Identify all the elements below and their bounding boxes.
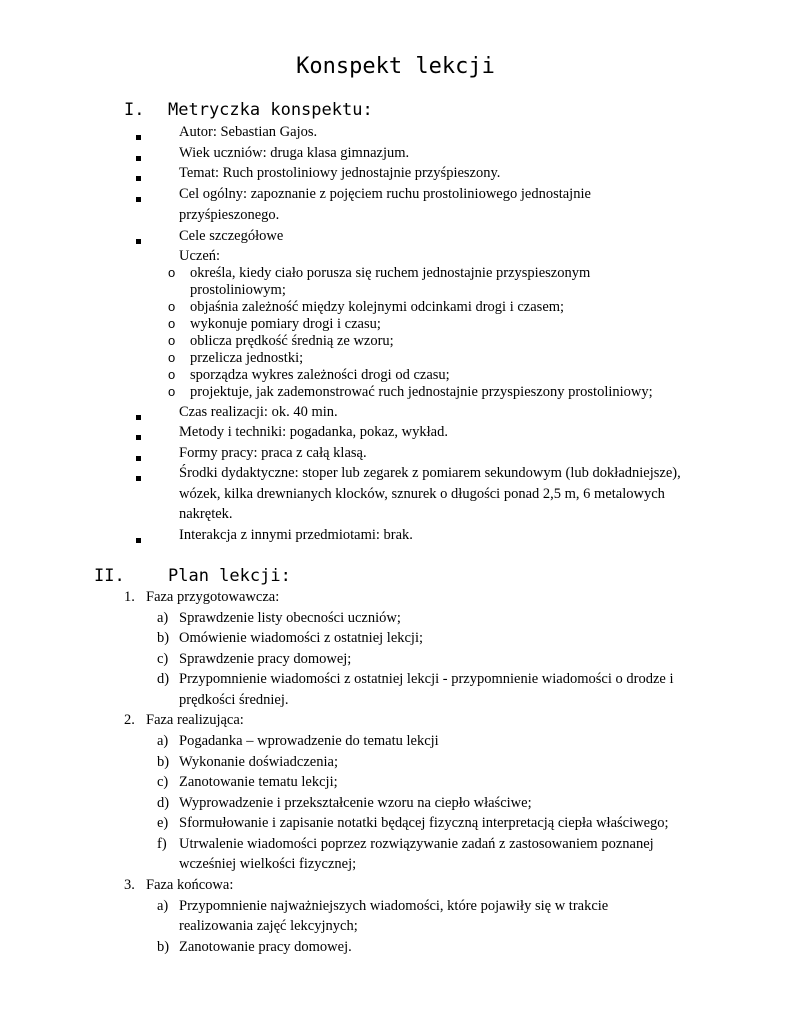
phase-item: Utrwalenie wiadomości poprzez rozwiązywanie zadań z zastosowaniem poznanej — [179, 836, 654, 852]
bullet-square — [136, 531, 141, 548]
meta-topic: Temat: Ruch prostoliniowy jednostajnie przyśpieszony. — [179, 165, 501, 181]
phase-2-label: Faza realizująca: — [146, 712, 244, 728]
meta-student-label: Uczeń: — [179, 248, 221, 264]
bullet-square — [136, 469, 141, 486]
bullet-square — [136, 128, 141, 145]
bullet-circle: o — [168, 367, 176, 382]
phase-1-label: Faza przygotowawcza: — [146, 589, 280, 605]
phase-item-marker: b) — [157, 939, 170, 955]
goal-item-3: wykonuje pomiary drogi i czasu; — [190, 316, 381, 332]
phase-2-number: 2. — [124, 712, 135, 728]
bullet-square — [136, 190, 141, 207]
meta-goal-line2: przyśpieszonego. — [179, 207, 280, 223]
phase-item-marker: c) — [157, 774, 169, 790]
phase-item-cont: wcześniej wielkości fizycznej; — [179, 856, 357, 872]
section-2-number: II. — [94, 566, 125, 586]
phase-item-marker: d) — [157, 795, 170, 811]
goal-item-1: określa, kiedy ciało porusza się ruchem jednostajnie przyspieszonym — [190, 265, 591, 281]
bullet-circle: o — [168, 265, 176, 280]
phase-item: Przypomnienie najważniejszych wiadomości, które pojawiły się w trakcie — [179, 898, 609, 914]
phase-item: Wykonanie doświadczenia; — [179, 754, 338, 770]
bullet-circle: o — [168, 299, 176, 314]
bullet-circle: o — [168, 316, 176, 331]
bullet-square — [136, 408, 141, 425]
bullet-square — [136, 232, 141, 249]
section-2-heading: Plan lekcji: — [168, 566, 291, 586]
meta-forms: Formy pracy: praca z całą klasą. — [179, 445, 367, 461]
phase-item-cont: prędkości średniej. — [179, 692, 289, 708]
goal-item-5: przelicza jednostki; — [190, 350, 304, 366]
phase-3-number: 3. — [124, 877, 135, 893]
section-1-heading: Metryczka konspektu: — [168, 100, 373, 120]
phase-item-marker: c) — [157, 651, 169, 667]
phase-item-marker: f) — [157, 836, 167, 852]
meta-detailed-goals: Cele szczegółowe — [179, 228, 284, 244]
meta-age: Wiek uczniów: druga klasa gimnazjum. — [179, 145, 410, 161]
meta-methods: Metody i techniki: pogadanka, pokaz, wykład. — [179, 424, 448, 440]
bullet-circle: o — [168, 350, 176, 365]
bullet-square — [136, 428, 141, 445]
goal-item-4: oblicza prędkość średnią ze wzoru; — [190, 333, 394, 349]
bullet-square — [136, 449, 141, 466]
goal-item-6: sporządza wykres zależności drogi od czasu; — [190, 367, 450, 383]
phase-1-number: 1. — [124, 589, 135, 605]
phase-item-marker: a) — [157, 733, 169, 749]
phase-item: Sprawdzenie pracy domowej; — [179, 651, 352, 667]
phase-item: Zanotowanie pracy domowej. — [179, 939, 352, 955]
phase-item: Sprawdzenie listy obecności uczniów; — [179, 610, 401, 626]
goal-item-2: objaśnia zależność między kolejnymi odcinkami drogi i czasem; — [190, 299, 565, 315]
meta-means-line1: Środki dydaktyczne: stoper lub zegarek z pomiarem sekundowym (lub dokładniejsze), — [179, 465, 681, 481]
phase-item: Zanotowanie tematu lekcji; — [179, 774, 338, 790]
meta-means-line2: wózek, kilka drewnianych klocków, sznurek o długości ponad 2,5 m, 6 metalowych — [179, 486, 665, 502]
phase-item-marker: e) — [157, 815, 169, 831]
goal-item-1-cont: prostoliniowym; — [190, 282, 286, 298]
page-title: Konspekt lekcji — [296, 54, 495, 79]
phase-item-marker: a) — [157, 898, 169, 914]
phase-item-marker: b) — [157, 630, 170, 646]
bullet-square — [136, 149, 141, 166]
phase-3-label: Faza końcowa: — [146, 877, 234, 893]
phase-item-marker: d) — [157, 671, 170, 687]
phase-item-marker: b) — [157, 754, 170, 770]
meta-interaction: Interakcja z innymi przedmiotami: brak. — [179, 527, 413, 543]
phase-item-cont: realizowania zajęć lekcyjnych; — [179, 918, 358, 934]
meta-time: Czas realizacji: ok. 40 min. — [179, 404, 338, 420]
bullet-circle: o — [168, 384, 176, 399]
phase-item: Sformułowanie i zapisanie notatki będącej fizyczną interpretacją ciepła właściwego; — [179, 815, 669, 831]
phase-item: Przypomnienie wiadomości z ostatniej lekcji - przypomnienie wiadomości o drodze i — [179, 671, 674, 687]
bullet-square — [136, 169, 141, 186]
bullet-circle: o — [168, 333, 176, 348]
section-1-number: I. — [124, 100, 145, 120]
meta-means-line3: nakrętek. — [179, 506, 233, 522]
phase-item: Omówienie wiadomości z ostatniej lekcji; — [179, 630, 424, 646]
phase-item-marker: a) — [157, 610, 169, 626]
meta-goal-line1: Cel ogólny: zapoznanie z pojęciem ruchu prostoliniowego jednostajnie — [179, 186, 591, 202]
phase-item: Pogadanka – wprowadzenie do tematu lekcji — [179, 733, 439, 749]
meta-author: Autor: Sebastian Gajos. — [179, 124, 318, 140]
phase-item: Wyprowadzenie i przekształcenie wzoru na ciepło właściwe; — [179, 795, 532, 811]
goal-item-7: projektuje, jak zademonstrować ruch jednostajnie przyspieszony prostoliniowy; — [190, 384, 653, 400]
